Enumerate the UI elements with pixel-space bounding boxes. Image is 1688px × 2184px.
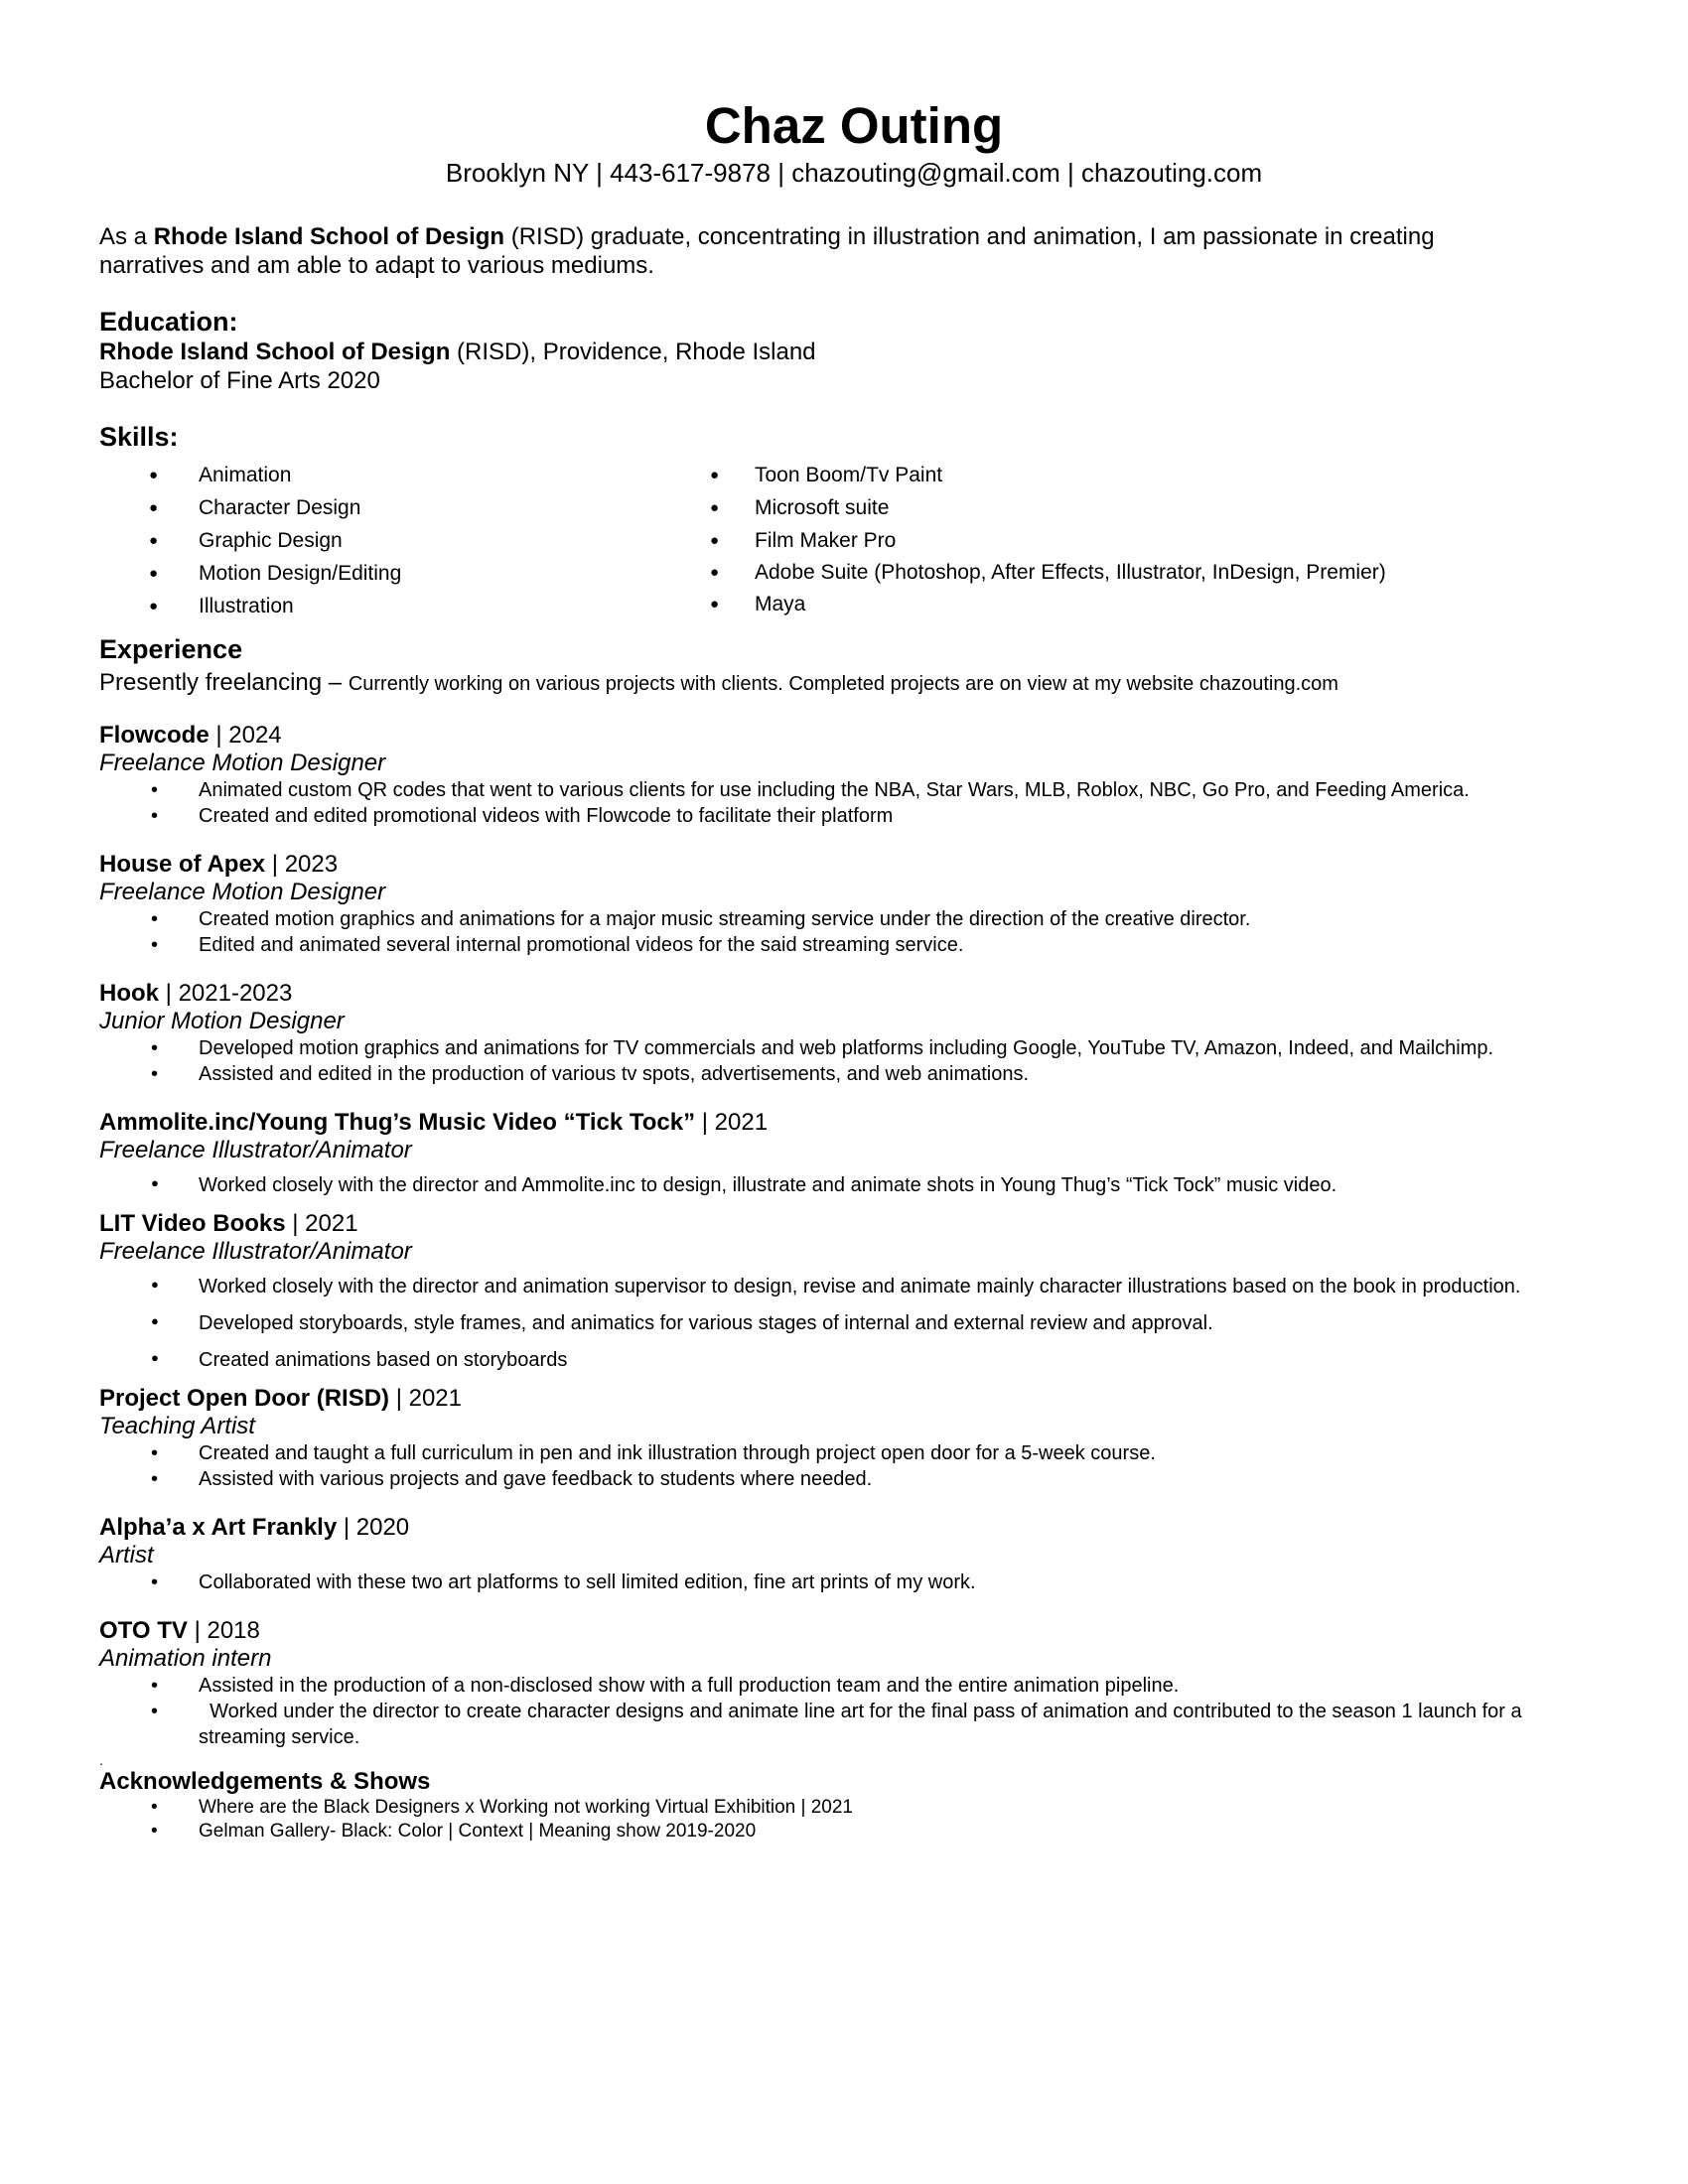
job-entry [99, 722, 1609, 829]
job-bullets [99, 1673, 1609, 1750]
job-bullets [99, 1570, 1609, 1595]
skill-item: ● Adobe Suite (Photoshop, After Effects, Illustrator, InDesign, Premier) [705, 562, 1420, 584]
list-item: • Assisted in the production of a non-disclosed show with a full production team and the entire animation pipeline. [99, 1673, 1609, 1699]
job-entry [99, 1617, 1609, 1750]
job-title [99, 1109, 1609, 1137]
education-school: Rhode Island School of Design [99, 339, 451, 365]
job-year: | 2021 [695, 1109, 769, 1136]
job-company: OTO TV [99, 1617, 188, 1644]
job-role: Freelance Motion Designer [99, 879, 386, 905]
job-title [99, 722, 1609, 750]
job-year: | 2021 [389, 1385, 462, 1412]
job-bullets [99, 1035, 1609, 1087]
job-bullets [99, 906, 1609, 958]
education-section [99, 306, 1609, 395]
experience-section [99, 633, 1609, 1750]
summary [99, 222, 1529, 280]
job-company: Flowcode [99, 722, 210, 749]
summary-prefix: As a [99, 223, 154, 250]
separator-dot: . [99, 1752, 103, 1768]
job-role: Freelance Illustrator/Animator [99, 1238, 412, 1265]
job-bullets [99, 1172, 1609, 1198]
freelance-text: Currently working on various projects with clients. Completed projects are on view at my website chazouting.com [348, 673, 1338, 695]
job-year: | 2020 [337, 1514, 410, 1541]
list-item: • Worked under the director to create character designs and animate line art for the final pass of animation and contributed to the season 1 launch for a streaming service. [99, 1699, 1609, 1750]
summary-suffix: (RISD) graduate, concentrating in illustration and animation, I am passionate in creating narratives and am able to adapt to various mediums. [99, 223, 1435, 279]
contact-line: Brooklyn NY | 443-617-9878 | chazouting@gmail.com | chazouting.com [445, 158, 1263, 188]
acknowledgements-section [99, 1768, 1609, 1843]
job-bullets [99, 777, 1609, 829]
skills-left-list [99, 459, 401, 622]
list-item: • Created and edited promotional videos with Flowcode to facilitate their platform [99, 803, 1609, 829]
summary-school: Rhode Island School of Design [153, 223, 505, 250]
job-company: Hook [99, 980, 159, 1007]
skill-item: ● Illustration [99, 590, 401, 622]
education-location: (RISD), Providence, Rhode Island [450, 339, 816, 365]
job-role: Teaching Artist [99, 1413, 255, 1439]
job-entry [99, 851, 1609, 958]
list-item: ● Created animations based on storyboards [99, 1347, 1609, 1373]
job-title [99, 1514, 1609, 1542]
job-company: LIT Video Books [99, 1210, 286, 1237]
job-entry [99, 1514, 1609, 1595]
job-year: | 2018 [187, 1617, 260, 1644]
skill-item: ● Microsoft suite [705, 491, 1420, 524]
job-company: Ammolite.inc/Young Thug’s Music Video “Tick Tock” [99, 1109, 696, 1136]
list-item: • Gelman Gallery- Black: Color | Context | Meaning show 2019-2020 [99, 1820, 1609, 1843]
skill-item: ● Graphic Design [99, 524, 401, 557]
resume-page [99, 97, 1609, 1843]
job-year: | 2021-2023 [159, 980, 293, 1007]
experience-heading: Experience [99, 634, 243, 664]
job-title [99, 1385, 1609, 1413]
skill-item: ● Animation [99, 459, 401, 491]
skill-item: ● Motion Design/Editing [99, 557, 401, 590]
list-item: • Developed motion graphics and animations for TV commercials and web platforms including Google, YouTube TV, Amazon, Indeed, and Mailchimp. [99, 1035, 1609, 1061]
freelance-lead: Presently freelancing – [99, 669, 349, 696]
candidate-name: Chaz Outing [704, 97, 1004, 154]
list-item: ● Worked closely with the director and Ammolite.inc to design, illustrate and animate shots in Young Thug’s “Tick Tock” music video. [99, 1172, 1609, 1198]
skill-item: ● Film Maker Pro [705, 524, 1420, 557]
job-entry [99, 1210, 1609, 1373]
skill-item: ● Toon Boom/Tv Paint [705, 459, 1420, 491]
skills-right-list [705, 459, 1420, 620]
job-title [99, 980, 1609, 1008]
acknowledgements-list [99, 1796, 1609, 1843]
education-heading: Education: [99, 307, 238, 337]
list-item: • Collaborated with these two art platforms to sell limited edition, fine art prints of my work. [99, 1570, 1609, 1595]
job-bullets [99, 1440, 1609, 1492]
list-item: ● Developed storyboards, style frames, and animatics for various stages of internal and external review and approval. [99, 1310, 1609, 1336]
list-item: • Where are the Black Designers x Working not working Virtual Exhibition | 2021 [99, 1796, 1609, 1820]
skill-item: ● Maya [705, 588, 1420, 620]
job-title [99, 1210, 1609, 1238]
job-company: Project Open Door (RISD) [99, 1385, 390, 1412]
job-year: | 2021 [285, 1210, 358, 1237]
job-entry [99, 1109, 1609, 1198]
job-title [99, 851, 1609, 879]
skills-heading: Skills: [99, 422, 179, 452]
job-company: House of Apex [99, 851, 266, 878]
skill-item: ● Character Design [99, 491, 401, 524]
list-item: • Edited and animated several internal promotional videos for the said streaming service. [99, 932, 1609, 958]
job-role: Junior Motion Designer [99, 1008, 345, 1034]
job-role: Artist [99, 1542, 154, 1569]
education-school-line [99, 338, 1609, 366]
skills-columns [99, 453, 1609, 651]
job-year: | 2024 [209, 722, 282, 749]
job-entry [99, 1385, 1609, 1492]
job-year: | 2023 [265, 851, 339, 878]
job-role: Freelance Motion Designer [99, 750, 386, 776]
job-bullets [99, 1274, 1609, 1373]
list-item: • Created and taught a full curriculum in pen and ink illustration through project open door for a 5-week course. [99, 1440, 1609, 1466]
skills-section [99, 421, 1609, 651]
job-title [99, 1617, 1609, 1645]
job-role: Animation intern [99, 1645, 272, 1672]
list-item: • Created motion graphics and animations for a major music streaming service under the direction of the creative director. [99, 906, 1609, 932]
acknowledgements-heading: Acknowledgements & Shows [99, 1768, 431, 1795]
job-entry [99, 980, 1609, 1087]
list-item: • Assisted with various projects and gave feedback to students where needed. [99, 1466, 1609, 1492]
list-item: • Assisted and edited in the production of various tv spots, advertisements, and web animations. [99, 1061, 1609, 1087]
job-role: Freelance Illustrator/Animator [99, 1137, 412, 1163]
list-item: • Animated custom QR codes that went to various clients for use including the NBA, Star Wars, MLB, Roblox, NBC, Go Pro, and Feeding America. [99, 777, 1609, 803]
freelance-line [99, 667, 1609, 700]
list-item: ● Worked closely with the director and animation supervisor to design, revise and animate mainly character illustrations based on the book in production. [99, 1274, 1609, 1299]
job-company: Alpha’a x Art Frankly [99, 1514, 338, 1541]
education-degree: Bachelor of Fine Arts 2020 [99, 367, 380, 394]
